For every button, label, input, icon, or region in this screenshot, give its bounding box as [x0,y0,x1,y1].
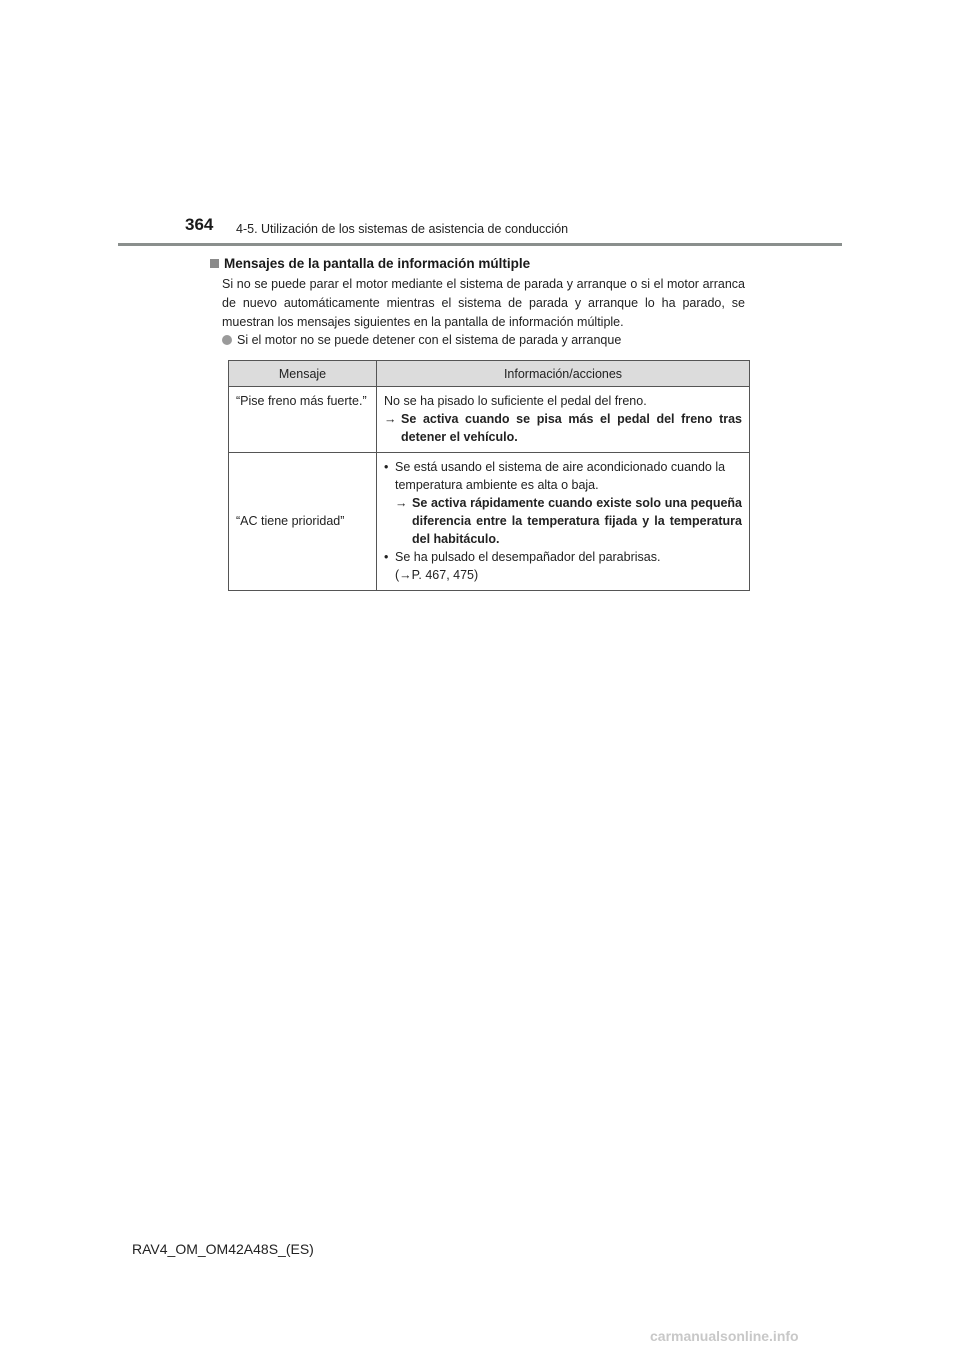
table-header-row [229,361,750,387]
page-number: 364 [185,215,214,234]
table-row [229,453,750,591]
info-action [384,410,742,446]
table-header-cell: Información/acciones [377,361,750,387]
arrow-icon: → [395,496,408,510]
heading [210,256,530,271]
dot-bullet-icon: • [384,460,389,474]
intro-paragraph: Si no se puede parar el motor mediante el sistema de parada y arranque o si el motor arranca de nuevo automáticamente mientras el sistema de parada y arranque lo ha parado, se muestran los mensajes siguientes en la pantalla de información múltiple. [222,277,745,329]
heading-text: Mensajes de la pantalla de información múltiple [224,256,531,271]
section-title: 4-5. Utilización de los sistemas de asistencia de conducción [236,222,569,236]
info-list-item [384,458,742,494]
table-row [229,387,750,453]
info-list-text: Se está usando el sistema de aire acondicionado cuando la temperatura ambiente es alta o baja. [395,460,726,492]
dot-bullet-icon: • [384,550,389,564]
message-cell: “AC tiene prioridad” [229,453,377,591]
square-bullet-icon [210,259,219,268]
info-action-text: Se activa rápidamente cuando existe solo una pequeña diferencia entre la temperatura fijada y la temperatura del habitáculo. [412,496,742,546]
info-list-item [384,548,742,566]
messages-table [228,360,750,591]
info-list-text: Se ha pulsado el desempañador del parabrisas. [395,550,661,564]
info-action-text: Se activa cuando se pisa más el pedal del freno tras detener el vehículo. [401,412,742,444]
header-rule [118,243,842,246]
bullet-text: Si el motor no se puede detener con el sistema de parada y arranque [237,333,622,347]
arrow-icon: → [384,412,397,426]
watermark: carmanualsonline.info [650,1328,799,1344]
table-header-cell: Mensaje [229,361,377,387]
bullet-item [222,333,621,347]
doc-code: RAV4_OM_OM42A48S_(ES) [132,1241,314,1257]
info-cell [377,387,750,453]
info-text: No se ha pisado lo suficiente el pedal del freno. [384,394,647,408]
info-cell [377,453,750,591]
message-cell: “Pise freno más fuerte.” [229,387,377,453]
circle-bullet-icon [222,335,232,345]
info-action [384,494,742,548]
page-reference[interactable]: (→P. 467, 475) [395,568,479,582]
